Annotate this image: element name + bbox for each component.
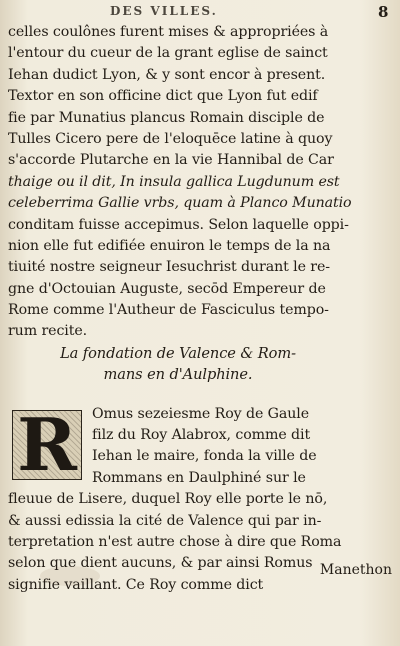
text-line: & aussi edissia la cité de Valence qui par in- [8,512,322,529]
paragraph-valence [8,401,348,597]
paragraph-lyon [8,22,352,343]
text-line: Omus sezeiesme Roy de Gaule [92,405,310,422]
text-line: gne d'Octouian Auguste, secōd Empereur de [8,280,326,297]
text-line: Rome comme l'Autheur de Fasciculus tempo- [8,302,329,319]
text-line: Rommans en Daulphiné sur le [92,469,306,486]
text-line: l'entour du cueur de la grant eglise de sainct [8,45,328,62]
catchword: Manethon [319,562,392,578]
text-line: conditam fuisse accepimus. Selon laquelle oppi- [8,216,349,233]
running-head: DES VILLES. [110,4,218,18]
text-line: nion elle fut edifiée enuiron le temps de la na [8,237,331,254]
section-heading [8,343,348,386]
text-line: celeberrima Gallie vrbs, quam à Planco Munatio [8,195,352,212]
text-line: Textor en son officine dict que Lyon fut edif [8,88,318,105]
heading-line: mans en d'Aulphine. [103,366,253,384]
text-line: selon que dient aucuns, & par ainsi Romus [8,555,313,572]
page-number: 8 [378,3,389,21]
text-line: Iehan le maire, fonda la ville de [92,448,317,465]
spacer [8,386,348,404]
text-line: tiuité nostre seigneur Iesuchrist durant le re- [8,259,330,276]
text-line: terpretation n'est autre chose à dire que Roma [8,533,342,550]
decorated-initial [12,401,82,487]
text-line: thaige ou il dit, In insula gallica Lugdunum est [8,173,340,190]
text-block [8,22,352,596]
text-line: Iehan dudict Lyon, & y sont encor à present. [8,66,326,83]
text-line: fie par Munatius plancus Romain disciple de [8,109,325,126]
initial-letter: R [17,401,77,487]
text-line: celles coulônes furent mises & appropriées à [8,24,329,40]
text-line: rum recite. [8,323,88,340]
text-line: s'accorde Plutarche en la vie Hannibal de Car [8,152,334,169]
text-line: Tulles Cicero pere de l'eloquēce latine à quoy [8,130,333,147]
text-line: fleuue de Lisere, duquel Roy elle porte le nō, [8,491,328,508]
heading-line: La fondation de Valence & Rom- [60,344,296,362]
text-line: signifie vaillant. Ce Roy comme dict [8,576,264,593]
text-line: filz du Roy Alabrox, comme dit [92,427,311,444]
